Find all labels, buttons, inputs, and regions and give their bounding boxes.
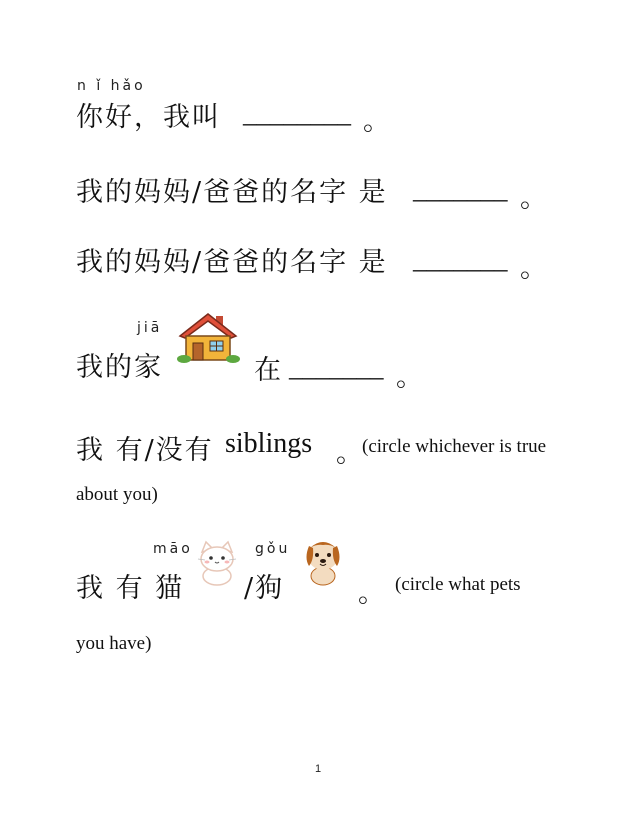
period: 。 xyxy=(363,106,392,137)
greeting-text: 你好，我叫 xyxy=(76,102,221,133)
siblings-instruction-cont: about you) xyxy=(76,484,158,505)
period: 。 xyxy=(336,438,365,469)
or-dog-text: /狗 xyxy=(244,573,285,604)
period: 。 xyxy=(520,253,549,284)
siblings-text: 我 有/没有 xyxy=(76,435,214,466)
dog-icon xyxy=(300,536,346,586)
name-blank[interactable]: ________ xyxy=(243,98,351,128)
siblings-instruction: (circle whichever is true xyxy=(362,436,547,457)
home-blank[interactable]: _______ xyxy=(289,352,384,382)
pets-text: 我 有 猫 xyxy=(76,573,185,604)
pinyin-ni-hao: n ǐ hǎo xyxy=(77,78,146,94)
parent-name-blank[interactable]: _______ xyxy=(413,174,508,204)
siblings-word: siblings xyxy=(225,428,313,459)
period: 。 xyxy=(520,183,549,214)
parent-name-blank-2[interactable]: _______ xyxy=(413,244,508,274)
pets-instruction: (circle what pets xyxy=(395,574,521,595)
cat-icon xyxy=(194,540,240,586)
pinyin-mao: māo xyxy=(153,541,193,557)
pets-instruction-cont: you have) xyxy=(76,633,152,654)
house-icon xyxy=(176,310,240,364)
at-text: 在 xyxy=(254,355,283,386)
home-text: 我的家 xyxy=(76,352,163,383)
parent-name-text-2: 我的妈妈/爸爸的名字 是 xyxy=(76,247,388,278)
pinyin-gou: gǒu xyxy=(255,541,291,557)
period: 。 xyxy=(358,578,387,609)
pinyin-jia: jiā xyxy=(137,320,163,336)
period: 。 xyxy=(396,362,425,393)
parent-name-text: 我的妈妈/爸爸的名字 是 xyxy=(76,177,388,208)
page-number: 1 xyxy=(315,763,322,775)
